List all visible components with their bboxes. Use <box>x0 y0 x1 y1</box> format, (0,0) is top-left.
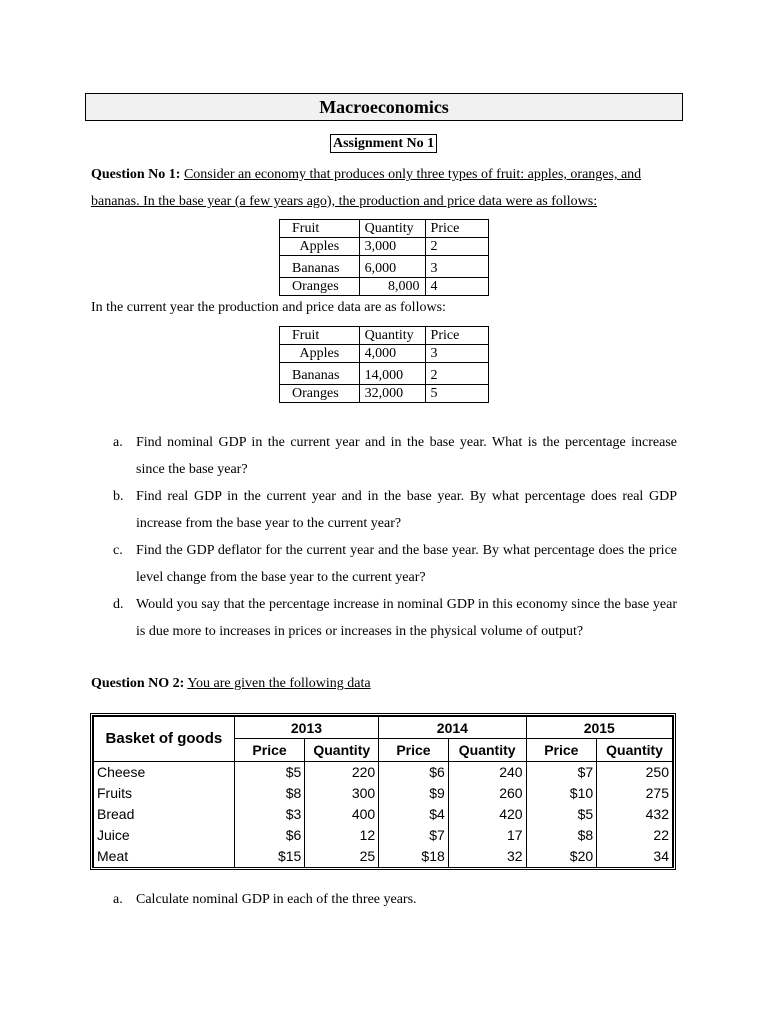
table-cell: 17 <box>448 825 526 846</box>
table-corner-header: Basket of goods <box>94 717 235 762</box>
price-header: Price <box>379 739 449 761</box>
list-item-text: Calculate nominal GDP in each of the three years. <box>136 892 417 907</box>
table-header-cell: Price <box>425 327 488 345</box>
table-cell: Oranges <box>280 278 360 296</box>
table-row <box>94 846 673 867</box>
list-item-text: Would you say that the percentage increase in nominal GDP in this economy since the base year is due more to increases in prices or increases in the physical volume of output? <box>136 597 677 639</box>
table-cell: Fruits <box>94 783 235 804</box>
list-item-text: Find real GDP in the current year and in the base year. By what percentage does real GDP increase from the base year to the current year? <box>136 489 677 531</box>
list-item <box>113 483 677 537</box>
question-1-text: Consider an economy that produces only three types of fruit: apples, oranges, and bananas. In the base year (a few years ago), the production and price data were as follows: <box>91 167 642 209</box>
table-row <box>94 761 673 783</box>
table-cell: 2 <box>425 363 488 385</box>
table-cell: $8 <box>526 825 597 846</box>
table-cell: 5 <box>425 385 488 403</box>
list-item <box>113 429 677 483</box>
table-cell: 240 <box>448 761 526 783</box>
table-cell: Meat <box>94 846 235 867</box>
list-marker: a. <box>113 892 123 907</box>
table-cell: 250 <box>597 761 673 783</box>
year-header: 2014 <box>379 717 526 739</box>
table-cell: 32 <box>448 846 526 867</box>
year-header-row <box>94 717 673 739</box>
table-row <box>280 256 489 278</box>
table-row <box>280 345 489 363</box>
table-row <box>280 363 489 385</box>
table-header-row <box>280 327 489 345</box>
table-cell: 4 <box>425 278 488 296</box>
price-header: Price <box>526 739 597 761</box>
table-cell: 275 <box>597 783 673 804</box>
current-year-table <box>279 326 489 403</box>
table-cell: 8,000 <box>359 278 425 296</box>
table-header-cell: Price <box>425 220 488 238</box>
table-cell: Apples <box>280 238 360 256</box>
table-cell: 4,000 <box>359 345 425 363</box>
page-title: Macroeconomics <box>85 93 683 121</box>
table-cell: $10 <box>526 783 597 804</box>
table-cell: 400 <box>305 804 379 825</box>
table-header-row <box>280 220 489 238</box>
table-cell: 32,000 <box>359 385 425 403</box>
price-header: Price <box>234 739 305 761</box>
list-item-text: Find the GDP deflator for the current year and the base year. By what percentage does the price level change from the base year to the current year? <box>136 543 677 585</box>
question-2-item-a <box>113 892 417 908</box>
table-cell: 220 <box>305 761 379 783</box>
question-1-label: Question No 1: <box>91 167 181 182</box>
list-marker: b. <box>113 489 124 504</box>
table-row <box>94 783 673 804</box>
table-cell: $3 <box>234 804 305 825</box>
quantity-header: Quantity <box>305 739 379 761</box>
table-cell: 3,000 <box>359 238 425 256</box>
table-cell: Oranges <box>280 385 360 403</box>
table-cell: $5 <box>234 761 305 783</box>
table-cell: $6 <box>234 825 305 846</box>
quantity-header: Quantity <box>597 739 673 761</box>
table-cell: 14,000 <box>359 363 425 385</box>
table-cell: 3 <box>425 345 488 363</box>
current-year-intro: In the current year the production and price data are as follows: <box>91 300 446 315</box>
question-2-intro <box>91 676 371 692</box>
table-cell: Apples <box>280 345 360 363</box>
list-item-text: Find nominal GDP in the current year and in the base year. What is the percentage increase since the base year? <box>136 435 677 477</box>
table-cell: 432 <box>597 804 673 825</box>
table-cell: 22 <box>597 825 673 846</box>
table-cell: 34 <box>597 846 673 867</box>
table-cell: 3 <box>425 256 488 278</box>
table-cell: $7 <box>526 761 597 783</box>
list-item <box>113 537 677 591</box>
table-cell: $15 <box>234 846 305 867</box>
list-marker: a. <box>113 435 123 450</box>
question-2-text: You are given the following data <box>187 676 371 691</box>
table-cell: 2 <box>425 238 488 256</box>
list-marker: c. <box>113 543 123 558</box>
question-1-intro <box>91 161 677 215</box>
table-cell: $6 <box>379 761 449 783</box>
table-row <box>280 278 489 296</box>
table-cell: 12 <box>305 825 379 846</box>
table-header-cell: Fruit <box>280 327 360 345</box>
table-row <box>280 238 489 256</box>
question-1-items <box>113 429 677 645</box>
table-cell: 25 <box>305 846 379 867</box>
table-header-cell: Quantity <box>359 220 425 238</box>
table-cell: 300 <box>305 783 379 804</box>
table-cell: 6,000 <box>359 256 425 278</box>
table-cell: $5 <box>526 804 597 825</box>
table-header-cell: Fruit <box>280 220 360 238</box>
base-year-table <box>279 219 489 296</box>
table-row <box>94 825 673 846</box>
year-header: 2013 <box>234 717 378 739</box>
basket-of-goods-table <box>90 713 676 870</box>
table-cell: $8 <box>234 783 305 804</box>
year-header: 2015 <box>526 717 672 739</box>
table-cell: 260 <box>448 783 526 804</box>
table-cell: $4 <box>379 804 449 825</box>
table-cell: $7 <box>379 825 449 846</box>
quantity-header: Quantity <box>448 739 526 761</box>
table-cell: Bananas <box>280 256 360 278</box>
question-2-label: Question NO 2: <box>91 676 185 691</box>
table-header-cell: Quantity <box>359 327 425 345</box>
table-row <box>280 385 489 403</box>
table-cell: 420 <box>448 804 526 825</box>
list-item <box>113 591 677 645</box>
table-cell: Bread <box>94 804 235 825</box>
table-row <box>94 804 673 825</box>
table-cell: $9 <box>379 783 449 804</box>
list-marker: d. <box>113 597 124 612</box>
table-cell: Juice <box>94 825 235 846</box>
table-cell: $18 <box>379 846 449 867</box>
table-cell: $20 <box>526 846 597 867</box>
table-cell: Bananas <box>280 363 360 385</box>
assignment-heading: Assignment No 1 <box>330 134 437 153</box>
table-cell: Cheese <box>94 761 235 783</box>
